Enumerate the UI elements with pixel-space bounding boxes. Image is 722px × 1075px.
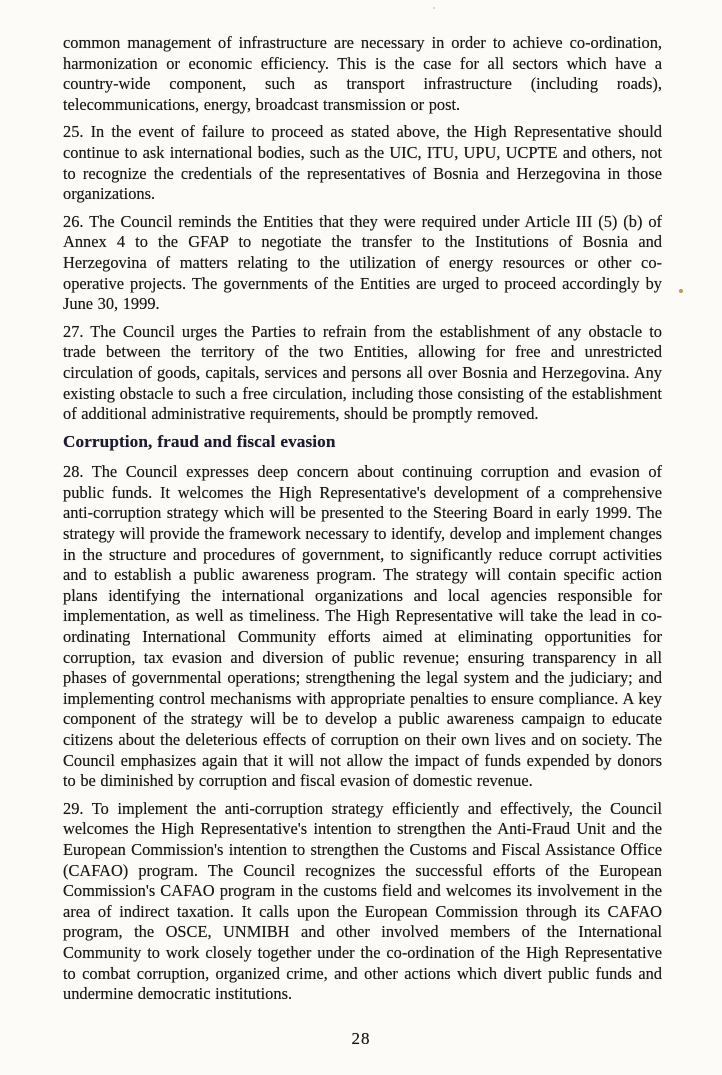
paragraph-29: 29. To implement the anti-corruption strategy efficiently and effectively, the Council welcomes the High Representative's intention to strengthen the Anti-Fraud Unit and the European Commission's intention to strengthen the Customs and Fiscal Assistance Office (CAFAO) program. The Council recognizes the successful efforts of the European Commission's CAFAO program in the customs field and welcomes its involvement in the area of indirect taxation. It calls upon the European Commission through its CAFAO program, the OSCE, UNMIBH and other involved members of the International Community to work closely together under the co-ordination of the High Representative to combat corruption, organized crime, and other actions which divert public funds and undermine democratic institutions. (63, 798, 662, 1004)
paragraph-28: 28. The Council expresses deep concern about continuing corruption and evasion of public funds. It welcomes the High Representative's development of a comprehensive anti-corruption strategy which will be presented to the Steering Board in early 1999. The strategy will provide the framework necessary to identify, develop and implement changes in the structure and procedures of government, to significantly reduce corrupt activities and to establish a public awareness program. The strategy will contain specific action plans identifying the international organizations and local agencies responsible for implementation, as well as timeliness. The High Representative will take the lead in co-ordinating International Community efforts aimed at eliminating opportunities for corruption, tax evasion and diversion of public revenue; ensuring transparency in all phases of governmental operations; strengthening the legal system and the judiciary; and implementing control mechanisms with appropriate penalties to ensure compliance. A key component of the strategy will be to develop a public awareness campaign to educate citizens about the deleterious effects of corruption on their own lives and on society. The Council emphasizes again that it will not allow the impact of funds expended by donors to be diminished by corruption and fiscal evasion of domestic revenue. (63, 462, 662, 791)
paragraph-25: 25. In the event of failure to proceed as stated above, the High Representative should continue to ask international bodies, such as the UIC, ITU, UPU, UCPTE and others, not to recognize the credentials of the representatives of Bosnia and Herzegovina in those organizations. (63, 122, 662, 204)
paragraph-continuation: common management of infrastructure are necessary in order to achieve co-ordination, harmonization or economic efficiency. This is the case for all sectors which have a country-wide component, such as transport infrastructure (including roads), telecommunications, energy, broadcast transmission or post. (63, 33, 662, 114)
paragraph-26: 26. The Council reminds the Entities that they were required under Article III (5) (b) of Annex 4 to the GFAP to negotiate the transfer to the Institutions of Bosnia and Herzegovina of matters relating to the utilization of energy resources or other co-operative projects. The governments of the Entities are urged to proceed accordingly by June 30, 1999. (63, 211, 662, 314)
document-body (63, 33, 662, 1012)
scan-artifact-speck (433, 7, 435, 9)
paragraph-27: 27. The Council urges the Parties to refrain from the establishment of any obstacle to trade between the territory of the two Entities, allowing for free and unrestricted circulation of goods, capitals, services and persons all over Bosnia and Herzegovina. Any existing obstacle to such a free circulation, including those consisting of the establishment of additional administrative requirements, should be promptly removed. (63, 321, 662, 424)
scan-artifact-speck (679, 289, 683, 293)
section-heading-corruption-fraud-fiscal-evasion: Corruption, fraud and fiscal evasion (63, 431, 336, 451)
page-number: 28 (351, 1029, 371, 1048)
